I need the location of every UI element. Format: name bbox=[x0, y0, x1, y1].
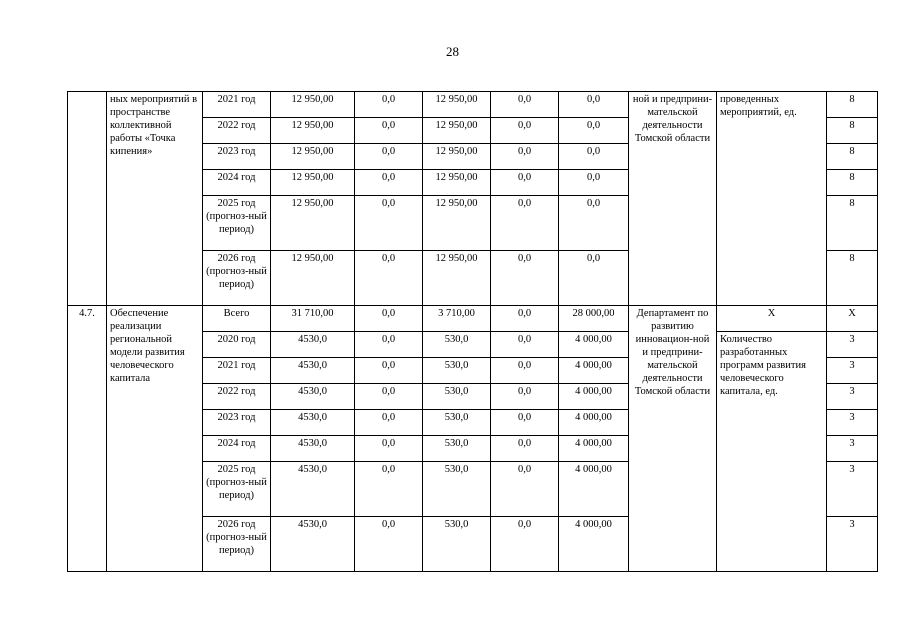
regional-cell: 3 710,00 bbox=[423, 306, 491, 332]
year-cell: Всего bbox=[203, 306, 271, 332]
year-cell: 2021 год bbox=[203, 358, 271, 384]
other-cell: 0,0 bbox=[559, 92, 629, 118]
total-cell: 4530,0 bbox=[271, 410, 355, 436]
local-cell: 0,0 bbox=[491, 251, 559, 306]
indicator-value-cell: 8 bbox=[827, 196, 878, 251]
federal-cell: 0,0 bbox=[355, 196, 423, 251]
federal-cell: 0,0 bbox=[355, 251, 423, 306]
other-cell: 4 000,00 bbox=[559, 410, 629, 436]
total-cell: 12 950,00 bbox=[271, 196, 355, 251]
indicator-value-cell: 8 bbox=[827, 144, 878, 170]
total-cell: 4530,0 bbox=[271, 462, 355, 517]
federal-cell: 0,0 bbox=[355, 92, 423, 118]
other-cell: 0,0 bbox=[559, 196, 629, 251]
indicator-value-cell: Х bbox=[827, 306, 878, 332]
other-cell: 0,0 bbox=[559, 170, 629, 196]
year-cell: 2026 год (прогноз-ный период) bbox=[203, 251, 271, 306]
other-cell: 4 000,00 bbox=[559, 384, 629, 410]
regional-cell: 12 950,00 bbox=[423, 170, 491, 196]
federal-cell: 0,0 bbox=[355, 384, 423, 410]
other-cell: 0,0 bbox=[559, 144, 629, 170]
year-cell: 2023 год bbox=[203, 410, 271, 436]
indicator-value-cell: 8 bbox=[827, 251, 878, 306]
year-cell: 2026 год (прогноз-ный период) bbox=[203, 517, 271, 572]
indicator-value-cell: 3 bbox=[827, 358, 878, 384]
local-cell: 0,0 bbox=[491, 436, 559, 462]
local-cell: 0,0 bbox=[491, 144, 559, 170]
total-cell: 12 950,00 bbox=[271, 144, 355, 170]
item-name-cell: ных мероприятий в пространстве коллективной работы «Точка кипения» bbox=[107, 92, 203, 306]
regional-cell: 530,0 bbox=[423, 462, 491, 517]
regional-cell: 12 950,00 bbox=[423, 144, 491, 170]
other-cell: 4 000,00 bbox=[559, 358, 629, 384]
indicator-value-cell: 8 bbox=[827, 170, 878, 196]
other-cell: 4 000,00 bbox=[559, 462, 629, 517]
regional-cell: 530,0 bbox=[423, 384, 491, 410]
indicator-value-cell: 3 bbox=[827, 410, 878, 436]
total-cell: 4530,0 bbox=[271, 436, 355, 462]
total-cell: 12 950,00 bbox=[271, 251, 355, 306]
regional-cell: 12 950,00 bbox=[423, 251, 491, 306]
local-cell: 0,0 bbox=[491, 196, 559, 251]
item-number-cell bbox=[68, 92, 107, 306]
indicator-cell: Количество разработанных программ развития человеческого капитала, ед. bbox=[717, 332, 827, 572]
item-name-cell: Обеспечение реализации региональной модели развития человеческого капитала bbox=[107, 306, 203, 572]
local-cell: 0,0 bbox=[491, 92, 559, 118]
table-row bbox=[68, 306, 878, 332]
local-cell: 0,0 bbox=[491, 410, 559, 436]
local-cell: 0,0 bbox=[491, 306, 559, 332]
regional-cell: 530,0 bbox=[423, 436, 491, 462]
page-number: 28 bbox=[446, 44, 459, 59]
total-cell: 4530,0 bbox=[271, 384, 355, 410]
indicator-value-cell: 3 bbox=[827, 517, 878, 572]
local-cell: 0,0 bbox=[491, 384, 559, 410]
year-cell: 2025 год (прогноз-ный период) bbox=[203, 462, 271, 517]
local-cell: 0,0 bbox=[491, 517, 559, 572]
other-cell: 4 000,00 bbox=[559, 517, 629, 572]
regional-cell: 530,0 bbox=[423, 358, 491, 384]
year-cell: 2021 год bbox=[203, 92, 271, 118]
year-cell: 2023 год bbox=[203, 144, 271, 170]
federal-cell: 0,0 bbox=[355, 436, 423, 462]
executor-cell: ной и предприни-мательской деятельности Томской области bbox=[629, 92, 717, 306]
total-cell: 4530,0 bbox=[271, 358, 355, 384]
table-row bbox=[68, 92, 878, 118]
year-cell: 2022 год bbox=[203, 118, 271, 144]
federal-cell: 0,0 bbox=[355, 517, 423, 572]
local-cell: 0,0 bbox=[491, 462, 559, 517]
other-cell: 4 000,00 bbox=[559, 436, 629, 462]
total-cell: 12 950,00 bbox=[271, 118, 355, 144]
local-cell: 0,0 bbox=[491, 358, 559, 384]
year-cell: 2020 год bbox=[203, 332, 271, 358]
regional-cell: 530,0 bbox=[423, 332, 491, 358]
year-cell: 2024 год bbox=[203, 170, 271, 196]
indicator-cell: проведенных мероприятий, ед. bbox=[717, 92, 827, 306]
total-cell: 12 950,00 bbox=[271, 170, 355, 196]
executor-cell: Департамент по развитию инновацион-ной и предприни-мательской деятельности Томской области bbox=[629, 306, 717, 572]
indicator-value-cell: 3 bbox=[827, 462, 878, 517]
federal-cell: 0,0 bbox=[355, 144, 423, 170]
federal-cell: 0,0 bbox=[355, 332, 423, 358]
federal-cell: 0,0 bbox=[355, 410, 423, 436]
total-cell: 4530,0 bbox=[271, 517, 355, 572]
item-number-cell: 4.7. bbox=[68, 306, 107, 572]
regional-cell: 530,0 bbox=[423, 410, 491, 436]
local-cell: 0,0 bbox=[491, 170, 559, 196]
regional-cell: 530,0 bbox=[423, 517, 491, 572]
other-cell: 0,0 bbox=[559, 118, 629, 144]
regional-cell: 12 950,00 bbox=[423, 196, 491, 251]
federal-cell: 0,0 bbox=[355, 118, 423, 144]
indicator-value-cell: 8 bbox=[827, 92, 878, 118]
local-cell: 0,0 bbox=[491, 118, 559, 144]
federal-cell: 0,0 bbox=[355, 358, 423, 384]
total-cell: 12 950,00 bbox=[271, 92, 355, 118]
other-cell: 0,0 bbox=[559, 251, 629, 306]
year-cell: 2024 год bbox=[203, 436, 271, 462]
indicator-value-cell: 3 bbox=[827, 436, 878, 462]
indicator-cell: Х bbox=[717, 306, 827, 332]
indicator-value-cell: 3 bbox=[827, 332, 878, 358]
year-cell: 2025 год (прогноз-ный период) bbox=[203, 196, 271, 251]
total-cell: 4530,0 bbox=[271, 332, 355, 358]
budget-table bbox=[67, 91, 878, 572]
other-cell: 28 000,00 bbox=[559, 306, 629, 332]
federal-cell: 0,0 bbox=[355, 462, 423, 517]
federal-cell: 0,0 bbox=[355, 170, 423, 196]
regional-cell: 12 950,00 bbox=[423, 118, 491, 144]
indicator-value-cell: 8 bbox=[827, 118, 878, 144]
year-cell: 2022 год bbox=[203, 384, 271, 410]
total-cell: 31 710,00 bbox=[271, 306, 355, 332]
indicator-value-cell: 3 bbox=[827, 384, 878, 410]
federal-cell: 0,0 bbox=[355, 306, 423, 332]
local-cell: 0,0 bbox=[491, 332, 559, 358]
regional-cell: 12 950,00 bbox=[423, 92, 491, 118]
other-cell: 4 000,00 bbox=[559, 332, 629, 358]
table-body bbox=[68, 92, 878, 572]
